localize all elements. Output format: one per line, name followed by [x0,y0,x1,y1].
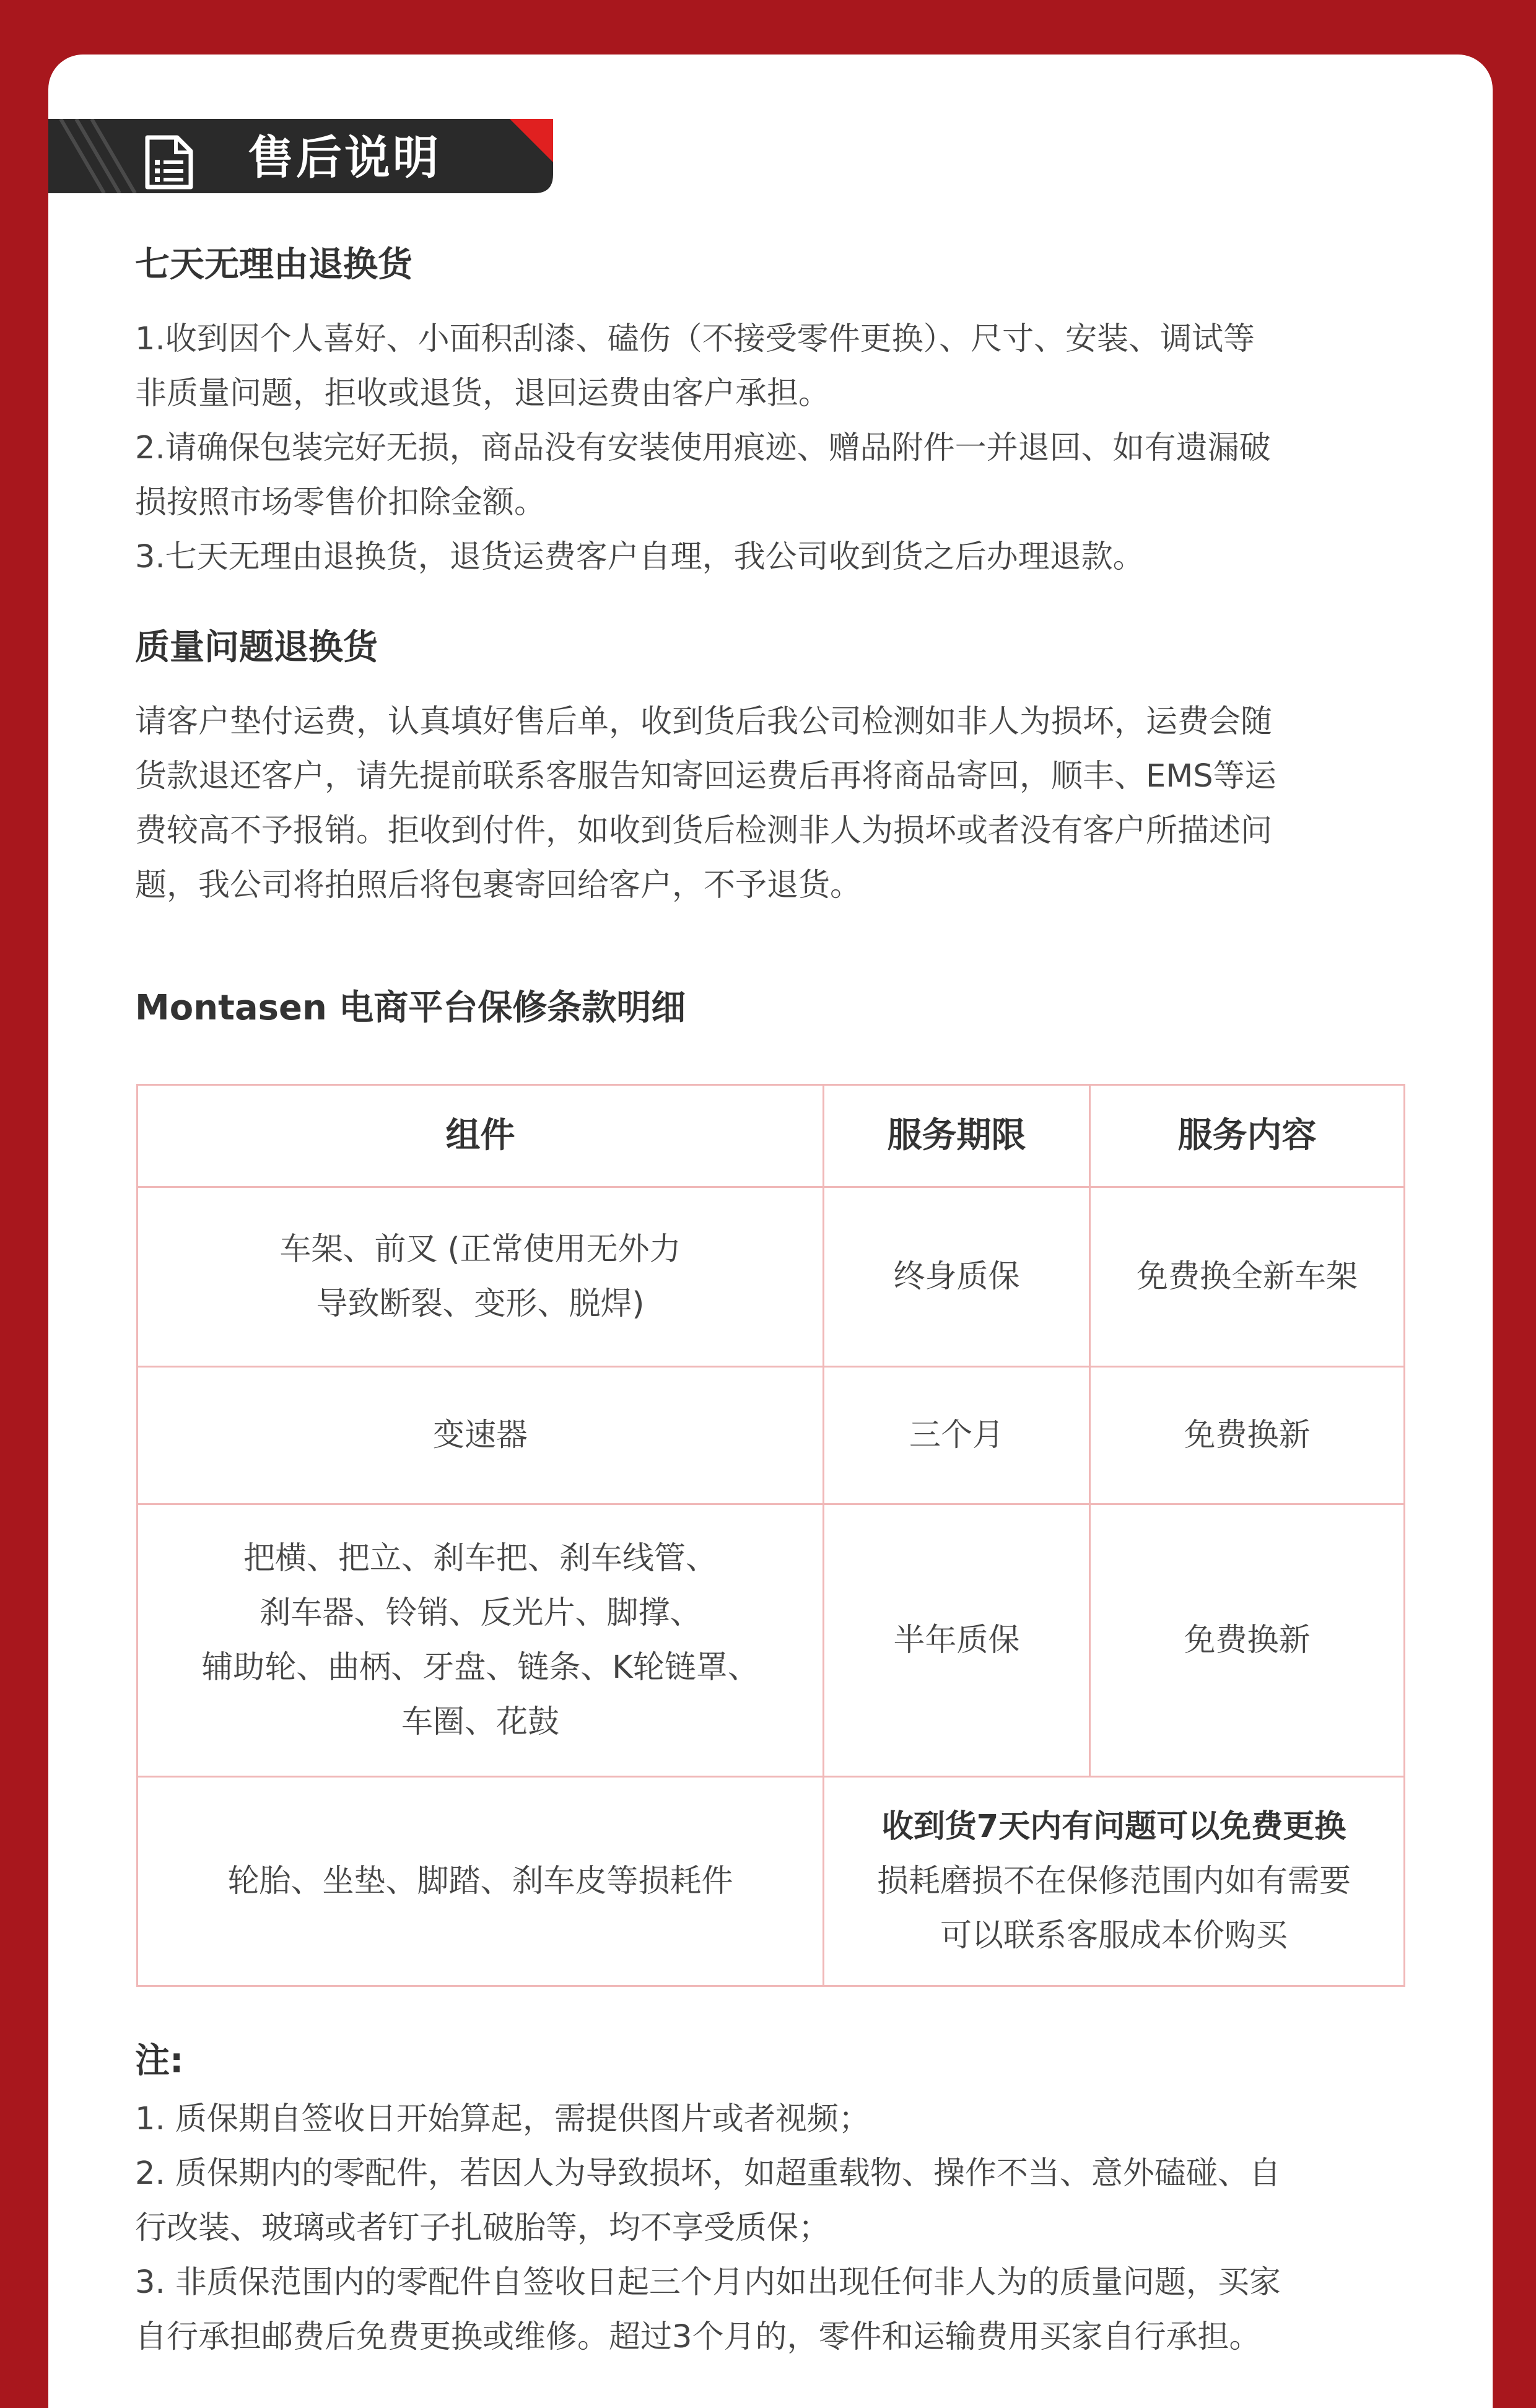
notes-text [135,2092,1460,2365]
content-card [48,55,1493,2408]
page-title: 售后说明 [248,131,441,185]
notes-title: 注: [135,2041,184,2081]
document-list-icon [139,133,198,192]
content-cell: 免费换新 [1090,1367,1405,1504]
content-cell: 免费换全新车架 [1090,1187,1405,1367]
paragraph-line: 1.收到因个人喜好、小面积刮漆、磕伤（不接受零件更换）、尺寸、安装、调试等 [135,321,1255,357]
note-line: 2. 质保期内的零配件，若因人为导致损坏，如超重载物、操作不当、意外磕碰、自 [135,2155,1281,2192]
paragraph-line: 请客户垫付运费，认真填好售后单，收到货后我公司检测如非人为损坏，运费会随 [135,704,1273,740]
component-cell: 轮胎、坐垫、脚踏、刹车皮等损耗件 [137,1777,824,1986]
return-policy-text [135,312,1460,585]
period-cell: 终身质保 [824,1187,1090,1367]
return-policy-title: 七天无理由退换货 [135,245,412,285]
table-row [137,1777,1405,1986]
table-row [137,1187,1405,1367]
component-cell: 变速器 [137,1367,824,1504]
warranty-table [136,1084,1405,1987]
period-cell: 半年质保 [824,1504,1090,1777]
paragraph-line: 损按照市场零售价扣除金额。 [135,484,546,521]
paragraph-line: 3.七天无理由退换货，退货运费客户自理，我公司收到货之后办理退款。 [135,539,1145,575]
header-content: 服务内容 [1090,1085,1405,1187]
consumables-note-cell: 收到货7天内有问题可以免费更换 损耗磨损不在保修范围内如有需要 可以联系客服成本价购买 [824,1777,1405,1986]
paragraph-line: 货款退还客户，请先提前联系客服告知寄回运费后再将商品寄回，顺丰、EMS等运 [135,758,1276,795]
table-row [137,1367,1405,1504]
table-header-row [137,1085,1405,1187]
header-component: 组件 [137,1085,824,1187]
warranty-title: Montasen 电商平台保修条款明细 [135,988,686,1028]
quality-return-text [135,695,1460,913]
content-cell: 免费换新 [1090,1504,1405,1777]
note-line: 自行承担邮费后免费更换或维修。超过3个月的，零件和运输费用买家自行承担。 [135,2319,1261,2355]
component-cell: 车架、前叉 (正常使用无外力 导致断裂、变形、脱焊) [137,1187,824,1367]
note-line: 1. 质保期自签收日开始算起，需提供图片或者视频； [135,2101,870,2137]
note-line: 行改装、玻璃或者钉子扎破胎等，均不享受质保； [135,2210,831,2246]
period-cell: 三个月 [824,1367,1090,1504]
table-row [137,1504,1405,1777]
paragraph-line: 题，我公司将拍照后将包裹寄回给客户，不予退货。 [135,867,862,904]
quality-return-title: 质量问题退换货 [135,627,378,668]
component-cell: 把横、把立、刹车把、刹车线管、 刹车器、铃销、反光片、脚撑、 辅助轮、曲柄、牙盘、链条、K轮链罩、 车圈、花鼓 [137,1504,824,1777]
paragraph-line: 费较高不予报销。拒收到付件，如收到货后检测非人为损坏或者没有客户所描述问 [135,813,1273,849]
paragraph-line: 2.请确保包装完好无损，商品没有安装使用痕迹、赠品附件一并退回、如有遗漏破 [135,430,1271,466]
section-banner [48,119,553,193]
paragraph-line: 非质量问题，拒收或退货，退回运费由客户承担。 [135,375,831,412]
header-period: 服务期限 [824,1085,1090,1187]
note-line: 3. 非质保范围内的零配件自签收日起三个月内如出现任何非人为的质量问题，买家 [135,2264,1281,2301]
